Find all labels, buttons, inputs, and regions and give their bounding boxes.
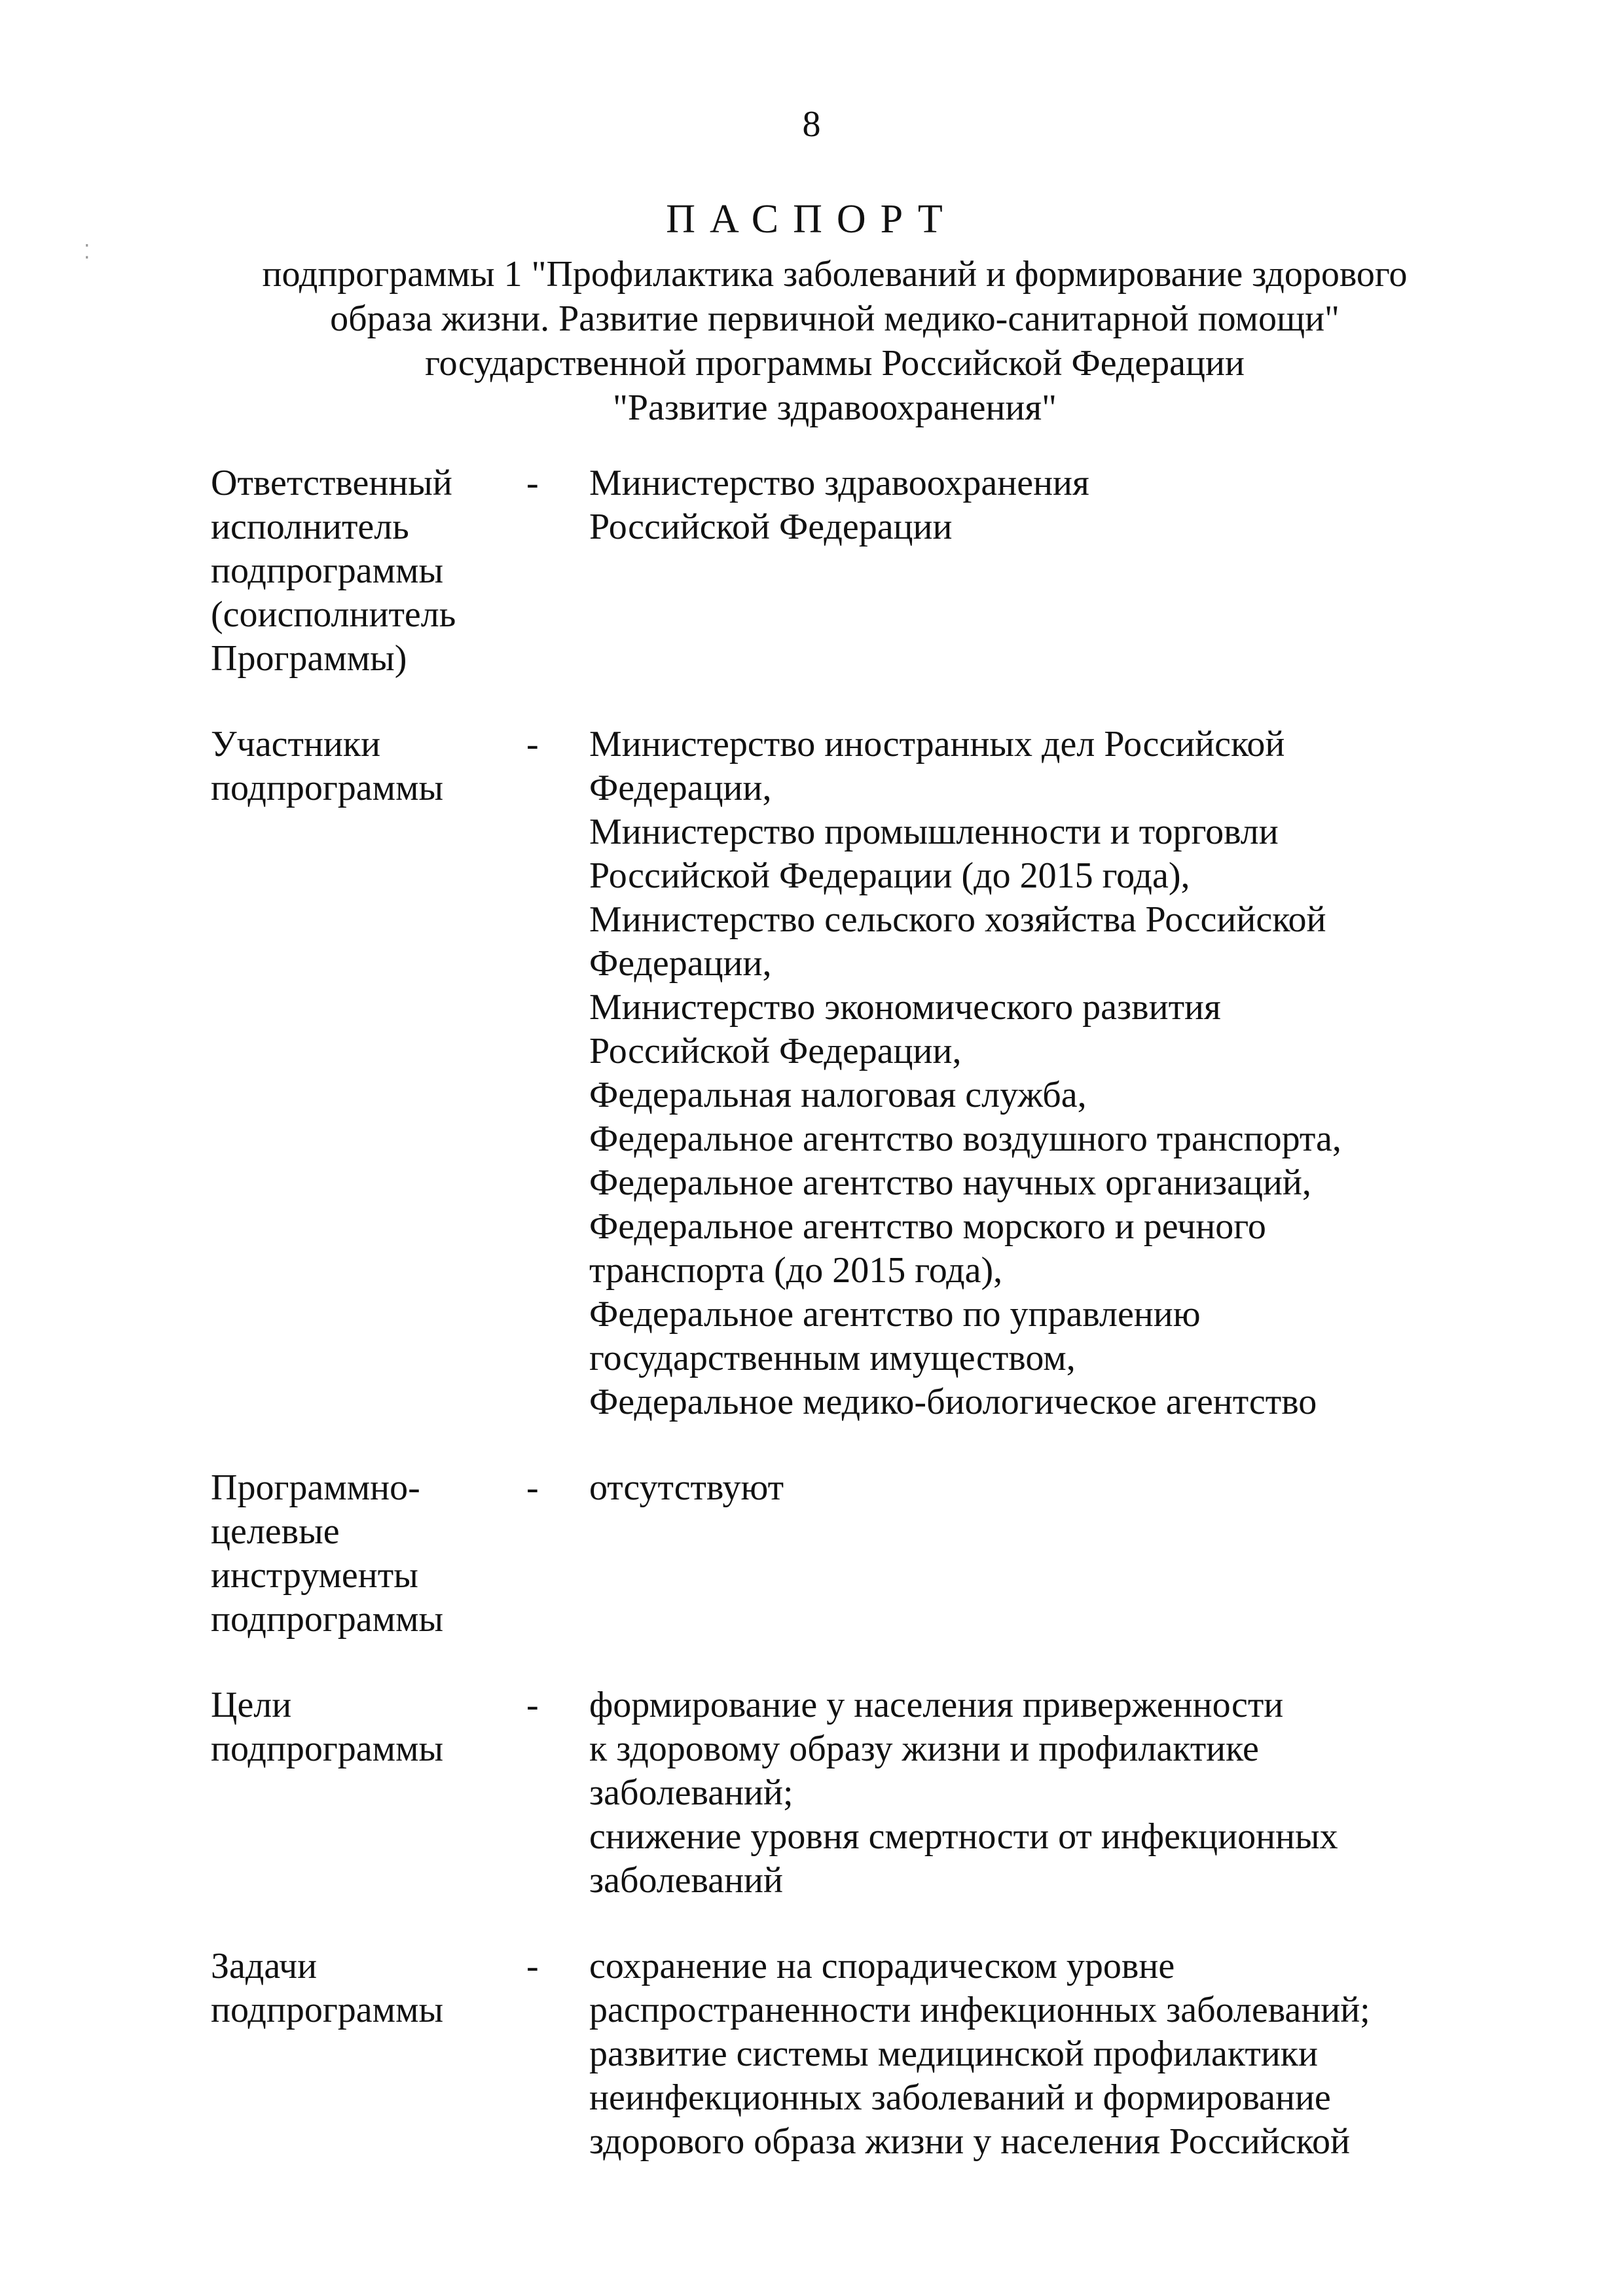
field-label <box>211 461 519 681</box>
document-subtitle <box>164 252 1506 430</box>
value-line: Федеральное агентство по управлению <box>589 1294 1201 1335</box>
value-line: Министерство экономического развития <box>589 987 1221 1028</box>
page-number: 8 <box>802 104 821 145</box>
subtitle-line: "Развитие здравоохранения" <box>612 387 1057 428</box>
label-line: Задачи <box>211 1946 318 1986</box>
field-dash: - <box>526 1685 539 1725</box>
field-value <box>564 723 1455 1424</box>
value-line: Федеральная налоговая служба, <box>589 1075 1087 1115</box>
value-line: Российской Федерации (до 2015 года), <box>589 855 1190 896</box>
field-value <box>564 1683 1455 1903</box>
value-line: Министерство промышленности и торговли <box>589 812 1279 852</box>
field-dash: - <box>526 463 539 503</box>
label-line: (соисполнитель <box>211 594 456 635</box>
value-line: сохранение на спорадическом уровне <box>589 1946 1175 1986</box>
value-line: Министерство сельского хозяйства Российской <box>589 899 1326 940</box>
document-title: ПАСПОРТ <box>666 197 957 242</box>
label-line: подпрограммы <box>211 1729 444 1769</box>
field-dash: - <box>526 1946 539 1986</box>
label-line: целевые <box>211 1511 340 1552</box>
field-value <box>564 1466 1455 1641</box>
value-line: Федеральное агентство морского и речного <box>589 1206 1266 1247</box>
field-label <box>211 1466 519 1641</box>
value-line: формирование у населения приверженности <box>589 1685 1284 1725</box>
value-line: Федерации, <box>589 943 772 984</box>
value-line: Российской Федерации <box>589 507 953 547</box>
field-value <box>564 1945 1455 2164</box>
label-line: подпрограммы <box>211 550 444 591</box>
field-goals <box>211 1683 1455 1903</box>
field-value <box>564 461 1455 681</box>
value-line: заболеваний <box>589 1860 783 1901</box>
passport-fields <box>211 461 1455 2206</box>
value-line: распространенности инфекционных заболеваний; <box>589 1990 1370 2030</box>
value-line: Федеральное агентство воздушного транспорта, <box>589 1119 1341 1159</box>
label-line: подпрограммы <box>211 1990 444 2030</box>
value-line: Федеральное медико-биологическое агентство <box>589 1382 1317 1422</box>
scan-artifact-mark: ⁚ <box>84 241 90 264</box>
field-participants <box>211 723 1455 1424</box>
field-dash: - <box>526 1467 539 1508</box>
value-line: здорового образа жизни у населения Российской <box>589 2121 1350 2162</box>
label-line: инструменты <box>211 1555 418 1596</box>
field-label <box>211 723 519 1424</box>
value-line: неинфекционных заболеваний и формирование <box>589 2077 1331 2118</box>
value-line: отсутствуют <box>589 1467 784 1508</box>
value-line: Министерство иностранных дел Российской <box>589 724 1285 764</box>
label-line: Ответственный <box>211 463 452 503</box>
label-line: подпрограммы <box>211 1599 444 1640</box>
subtitle-line: подпрограммы 1 "Профилактика заболеваний и формирование здорового <box>262 254 1408 295</box>
value-line: Федерации, <box>589 768 772 808</box>
label-line: Участники <box>211 724 381 764</box>
subtitle-line: государственной программы Российской Федерации <box>425 343 1245 384</box>
field-responsible-executor <box>211 461 1455 681</box>
field-label <box>211 1945 519 2164</box>
value-line: Федеральное агентство научных организаций, <box>589 1162 1311 1203</box>
field-program-target-instruments <box>211 1466 1455 1641</box>
subtitle-line: образа жизни. Развитие первичной медико-санитарной помощи" <box>330 298 1340 339</box>
label-line: подпрограммы <box>211 768 444 808</box>
value-line: транспорта (до 2015 года), <box>589 1250 1003 1291</box>
label-line: Цели <box>211 1685 292 1725</box>
label-line: исполнитель <box>211 507 409 547</box>
field-dash: - <box>526 724 539 764</box>
value-line: Министерство здравоохранения <box>589 463 1089 503</box>
value-line: к здоровому образу жизни и профилактике <box>589 1729 1259 1769</box>
label-line: Программы) <box>211 638 407 679</box>
label-line: Программно- <box>211 1467 420 1508</box>
field-label <box>211 1683 519 1903</box>
field-tasks <box>211 1945 1455 2164</box>
value-line: Российской Федерации, <box>589 1031 962 1071</box>
value-line: снижение уровня смертности от инфекционных <box>589 1816 1338 1857</box>
value-line: государственным имуществом, <box>589 1338 1076 1378</box>
value-line: заболеваний; <box>589 1772 793 1813</box>
value-line: развитие системы медицинской профилактики <box>589 2034 1318 2074</box>
